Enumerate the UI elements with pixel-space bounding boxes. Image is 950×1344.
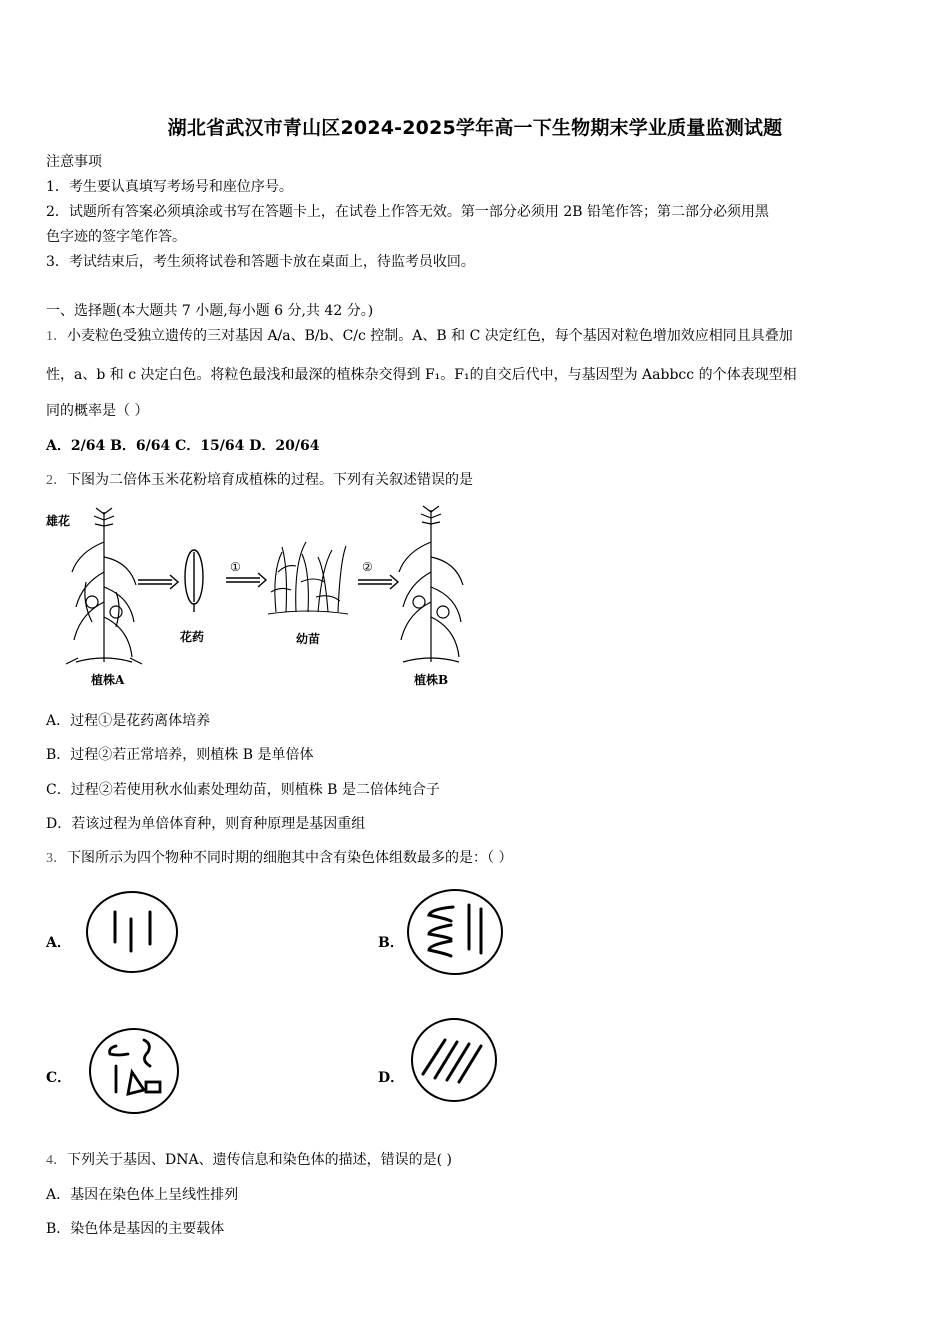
q1-options: A．2/64 B．6/64 C．15/64 D．20/64 [46, 438, 320, 454]
q4-option-b: B．染色体是基因的主要载体 [46, 1221, 225, 1237]
notice-1: 1．考生要认真填写考场号和座位序号。 [46, 179, 293, 195]
seedling-icon [268, 542, 348, 614]
q3-label-d: D． [378, 1070, 405, 1086]
q1-text-1: 小麦粒色受独立遗传的三对基因 A/a、B/b、C/c 控制。A、B 和 C 决定红色，每个基因对粒色增加效应相同且具叠加 [67, 328, 793, 344]
corn-pollen-figure [46, 502, 476, 692]
q1-line3: 同的概率是（ ） [46, 403, 149, 419]
cell-c-icon [86, 1026, 182, 1116]
q3-stem-line [46, 849, 512, 868]
q4-stem-line [46, 1151, 452, 1170]
notice-2: 2．试题所有答案必须填涂或书写在答题卡上，在试卷上作答无效。第一部分必须用 2B 铅笔作答；第二部分必须用黑 [46, 204, 769, 220]
q1-line1 [46, 327, 793, 346]
q2-option-a: A．过程①是花药离体培养 [46, 713, 211, 729]
notice-heading: 注意事项 [46, 154, 102, 170]
notice-3: 3．考试结束后，考生须将试卷和答题卡放在桌面上，待监考员收回。 [46, 254, 475, 270]
arrow-step1-icon [226, 573, 266, 587]
section-heading: 一、选择题(本大题共 7 小题,每小题 6 分,共 42 分。) [46, 303, 374, 319]
plant-b-icon [399, 506, 463, 662]
q3-label-c: C． [46, 1070, 72, 1086]
plant-a-icon [66, 508, 142, 664]
q4-stem: 下列关于基因、DNA、遗传信息和染色体的描述，错误的是( ) [67, 1152, 452, 1168]
cell-a-icon [84, 889, 180, 975]
q2-stem: 下图为二倍体玉米花粉培育成植株的过程。下列有关叙述错误的是 [67, 472, 473, 488]
q3-label-a: A． [46, 935, 71, 951]
arrow-step2-icon [358, 575, 398, 589]
label-step2: ② [362, 560, 373, 574]
page-title: 湖北省武汉市青山区2024-2025学年高一下生物期末学业质量监测试题 [167, 117, 783, 139]
q3-stem: 下图所示为四个物种不同时期的细胞其中含有染色体组数最多的是：（ ） [67, 850, 513, 866]
arrow-icon [138, 575, 178, 589]
q3-number: 3． [46, 851, 67, 866]
label-anther: 花药 [180, 630, 205, 644]
q1-number: 1． [46, 329, 67, 344]
label-male-flower: 雄花 [46, 514, 71, 528]
q2-option-d: D．若该过程为单倍体育种，则育种原理是基因重组 [46, 816, 366, 832]
anther-icon [185, 550, 203, 612]
notice-2-cont: 色字迹的签字笔作答。 [46, 229, 186, 245]
cell-d-icon [409, 1016, 499, 1104]
label-plant-a: 植株A [91, 673, 125, 687]
q4-option-a: A．基因在染色体上呈线性排列 [46, 1187, 239, 1203]
q2-number: 2． [46, 473, 67, 488]
q2-option-c: C．过程②若使用秋水仙素处理幼苗，则植株 B 是二倍体纯合子 [46, 782, 440, 798]
cell-b-icon [405, 887, 505, 977]
q2-stem-line [46, 471, 473, 490]
q2-option-b: B．过程②若正常培养，则植株 B 是单倍体 [46, 747, 314, 763]
label-seedling: 幼苗 [296, 632, 321, 646]
label-plant-b: 植株B [414, 673, 449, 687]
q3-label-b: B． [378, 935, 404, 951]
label-step1: ① [230, 560, 241, 574]
q4-number: 4． [46, 1153, 67, 1168]
q1-line2: 性，a、b 和 c 决定白色。将粒色最浅和最深的植株杂交得到 F₁。F₁的自交后代中，与基因型为 Aabbcc 的个体表现型相 [46, 367, 797, 383]
